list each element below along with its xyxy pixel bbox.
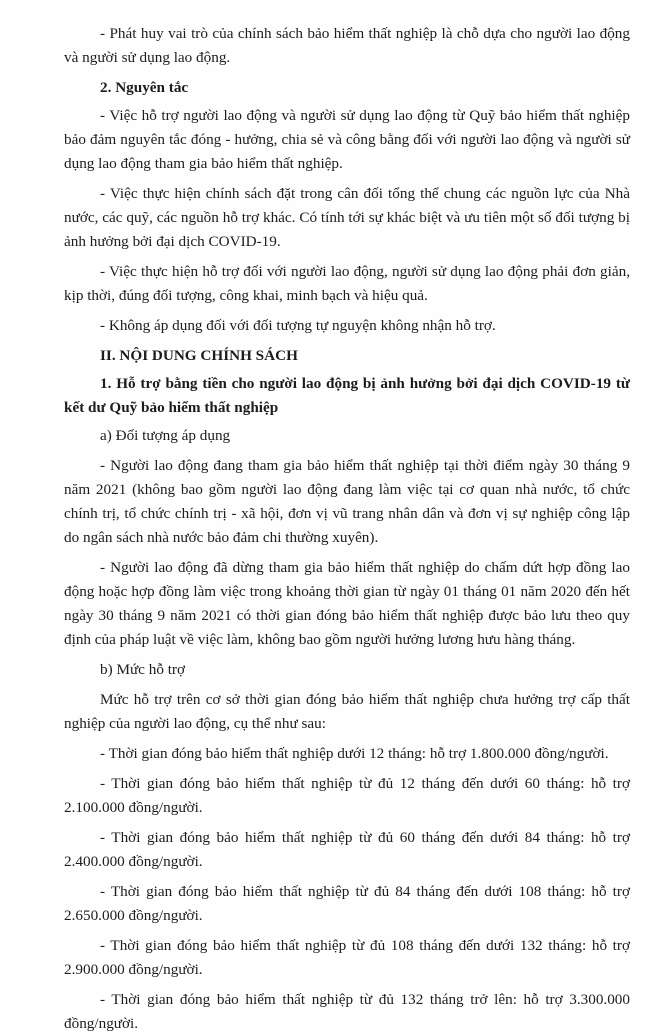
label-applicable-subjects: a) Đối tượng áp dụng [100,427,231,444]
label-support-level: b) Mức hỗ trợ [100,661,186,678]
support-tier-2: - Thời gian đóng bảo hiểm thất nghiệp từ đủ 12 tháng đến dưới 60 tháng: hỗ trợ 2.100.000 đồng/người. [64,775,630,816]
paragraph-support-intro: Mức hỗ trợ trên cơ sở thời gian đóng bảo hiểm thất nghiệp chưa hưởng trợ cấp thất nghiệp của người lao động, cụ thể như sau: [64,691,630,732]
paragraph-principle-2: - Việc thực hiện chính sách đặt trong cân đối tổng thể chung các nguồn lực của Nhà nước, các quỹ, các nguồn hỗ trợ khác. Có tính tới sự khác biệt và ưu tiên một số đối tượng bị ảnh hưởng bởi đại dịch COVID-19. [64,185,630,250]
heading-policy-content: II. NỘI DUNG CHÍNH SÁCH [100,347,298,364]
support-tier-6: - Thời gian đóng bảo hiểm thất nghiệp từ đủ 132 tháng trở lên: hỗ trợ 3.300.000 đồng/người. [64,991,630,1032]
paragraph-subject-1: - Người lao động đang tham gia bảo hiểm thất nghiệp tại thời điểm ngày 30 tháng 9 năm 2021 (không bao gồm người lao động đang làm việc tại cơ quan nhà nước, tổ chức chính trị, tổ chức chính trị - xã hội, đơn vị vũ trang nhân dân và đơn vị sự nghiệp công lập do ngân sách nhà nước bảo đảm chi thường xuyên). [64,457,630,546]
heading-principles: 2. Nguyên tắc [100,79,189,96]
paragraph-principle-3: - Việc thực hiện hỗ trợ đối với người lao động, người sử dụng lao động phải đơn giản, kịp thời, đúng đối tượng, công khai, minh bạch và hiệu quả. [64,263,630,304]
paragraph-role: - Phát huy vai trò của chính sách bảo hiểm thất nghiệp là chỗ dựa cho người lao động và người sử dụng lao động. [64,25,630,66]
paragraph-principle-1: - Việc hỗ trợ người lao động và người sử dụng lao động từ Quỹ bảo hiểm thất nghiệp bảo đảm nguyên tắc đóng - hưởng, chia sẻ và công bằng đối với người lao động và người sử dụng lao động tham gia bảo hiểm thất nghiệp. [64,107,630,172]
support-tier-1: - Thời gian đóng bảo hiểm thất nghiệp dưới 12 tháng: hỗ trợ 1.800.000 đồng/người. [100,745,609,762]
support-tier-5: - Thời gian đóng bảo hiểm thất nghiệp từ đủ 108 tháng đến dưới 132 tháng: hỗ trợ 2.900.000 đồng/người. [64,937,630,978]
support-tier-4: - Thời gian đóng bảo hiểm thất nghiệp từ đủ 84 tháng đến dưới 108 tháng: hỗ trợ 2.650.000 đồng/người. [64,883,630,924]
heading-cash-support: 1. Hỗ trợ bằng tiền cho người lao động bị ảnh hưởng bởi đại dịch COVID-19 từ kết dư Quỹ bảo hiểm thất nghiệp [64,375,630,416]
support-tier-3: - Thời gian đóng bảo hiểm thất nghiệp từ đủ 60 tháng đến dưới 84 tháng: hỗ trợ 2.400.000 đồng/người. [64,829,630,870]
paragraph-principle-4: - Không áp dụng đối với đối tượng tự nguyện không nhận hỗ trợ. [100,317,496,334]
paragraph-subject-2: - Người lao động đã dừng tham gia bảo hiểm thất nghiệp do chấm dứt hợp đồng lao động hoặc hợp đồng làm việc trong khoảng thời gian từ ngày 01 tháng 01 năm 2020 đến hết ngày 30 tháng 9 năm 2021 có thời gian đóng bảo hiểm thất nghiệp được bảo lưu theo quy định của pháp luật về việc làm, không bao gồm người hưởng lương hưu hàng tháng. [64,559,630,648]
